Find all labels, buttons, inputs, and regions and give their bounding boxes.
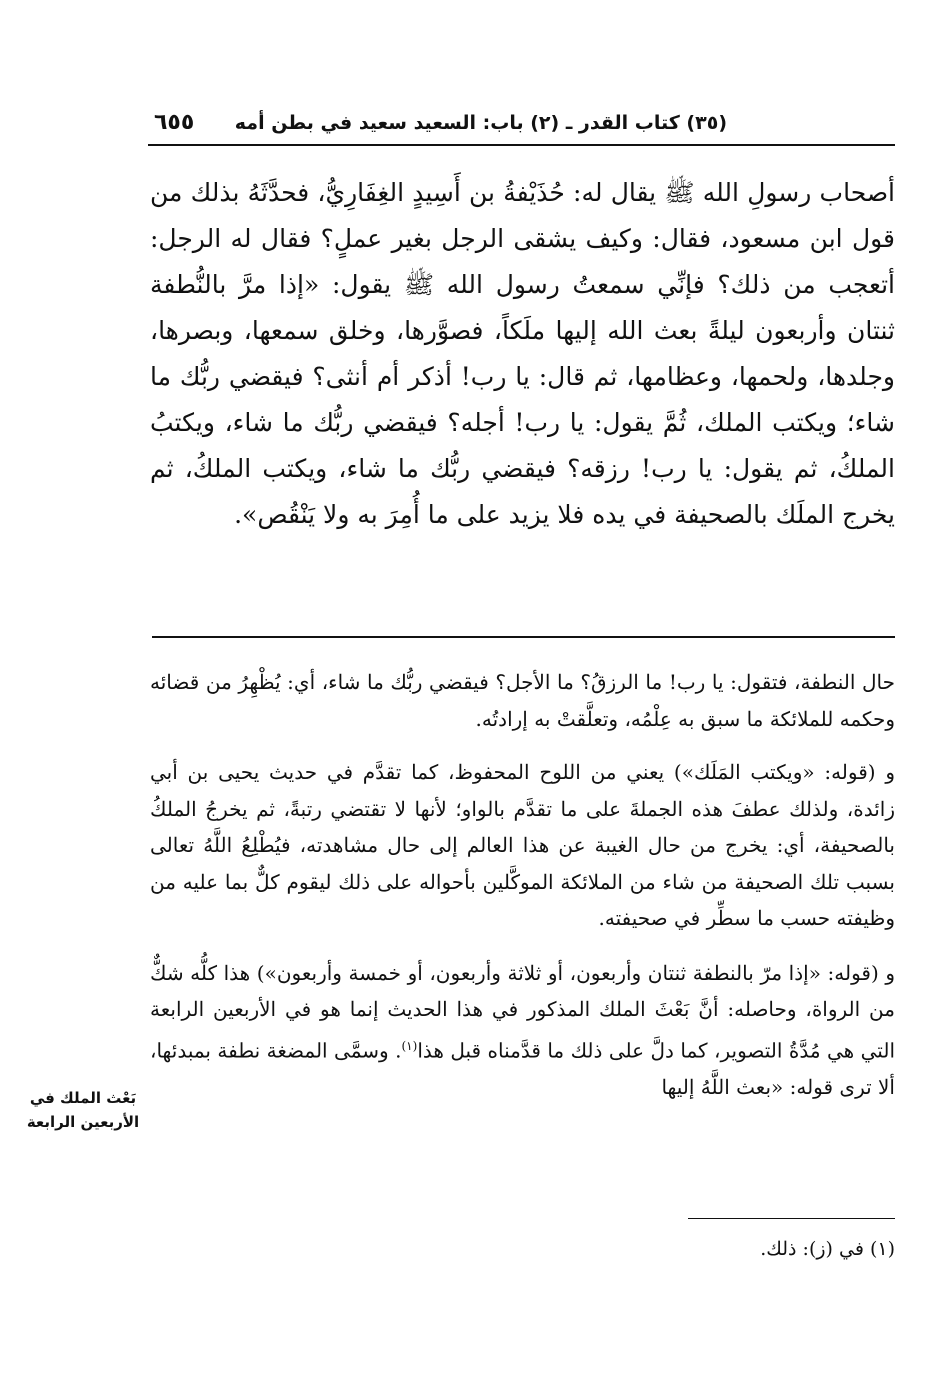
section-divider — [152, 636, 895, 638]
commentary-text: و (قوله: «إذا مرّ بالنطفة ثنتان وأربعون، أو ثلاثة وأربعون، أو خمسة وأربعون») هذا كلُّه شكٌّ من الرواة، وحاصله: أنَّ بَعْثَ الملك المذكور في هذا الحديث إنما هو في الأربعين الرابعة التي هي مُدَّةُ التصوير، كما دلَّ على ذلك ما قدَّمناه قبل هذا — [150, 960, 895, 1063]
commentary-paragraph: حال النطفة، فتقول: يا رب! ما الرزقُ؟ ما الأجل؟ فيقضي ربُّك ما شاء، أي: يُظْهِرُ من قضائه وحكمه للملائكة ما سبق به عِلْمُه، وتعلَّقتْ به إرادتُه. — [150, 670, 895, 731]
commentary — [150, 664, 895, 1105]
page-header — [148, 108, 895, 146]
running-title: (٣٥) كتاب القدر ـ (٢) باب: السعيد سعيد في بطن أمه — [234, 112, 727, 134]
footnote: (١) في (ز): ذلك. — [760, 1238, 895, 1260]
commentary-text: . وسمَّى المضغة نطفة بمبدئها، ألا ترى قوله: «بعث اللَّهُ إليها — [150, 1038, 895, 1099]
commentary-paragraph: و (قوله: «ويكتب المَلَك») يعني من اللوح المحفوظ، كما تقدَّم في حديث يحيى بن أبي زائدة، ولذلك عطفَ هذه الجملةَ على ما تقدَّم بالواو؛ لأنها لا تقتضي رتبةً، ثم يخرجُ الملكُ بالصحيفة، أي: يخرج من حال الغيبة عن هذا العالم إلى حال مشاهدته، فيُطْلِعُ اللَّهُ تعالى بسبب تلك الصحيفة من شاء من الملائكة الموكَّلين بأحواله على ذلك ليقوم كلٌّ بما عليه من وظيفته حسب ما سطِّر في صحيفته. — [150, 760, 895, 930]
footnote-marker: (١) — [401, 1038, 418, 1053]
page-number: ٦٥٥ — [154, 110, 195, 135]
footnote-divider — [688, 1218, 895, 1219]
margin-note: بَعْث الملك في الأربعين الرابعة — [26, 1089, 140, 1131]
commentary-paragraph — [150, 955, 895, 1106]
hadith-text: أصحاب رسولِ الله ﷺ يقال له: حُذَيْفةُ بن أَسِيدٍ الغِفَارِيُّ، فحدَّثَهُ بذلك من قول ابن مسعود، فقال: وكيف يشقى الرجل بغير عملٍ؟ فقال له الرجل: أتعجب من ذلك؟ فإنِّي سمعتُ رسول الله ﷺ يقول: «إذا مرَّ بالنُّطفة ثنتان وأربعون ليلةً بعث الله إليها ملَكاً، فصوَّرها، وخلق سمعها، وبصرها، وجلدها، ولحمها، وعظامها، ثم قال: يا رب! أذكر أم أنثى؟ فيقضي ربُّك ما شاء؛ ويكتب الملك، ثُمَّ يقول: يا رب! أجله؟ فيقضي ربُّك ما شاء، ويكتبُ الملكُ، ثم يقول: يا رب! رزقه؟ فيقضي ربُّك ما شاء، ويكتب الملكُ، ثم يخرج الملَك بالصحيفة في يده فلا يزيد على ما أُمِرَ به ولا يَنْقُص». — [150, 178, 895, 529]
